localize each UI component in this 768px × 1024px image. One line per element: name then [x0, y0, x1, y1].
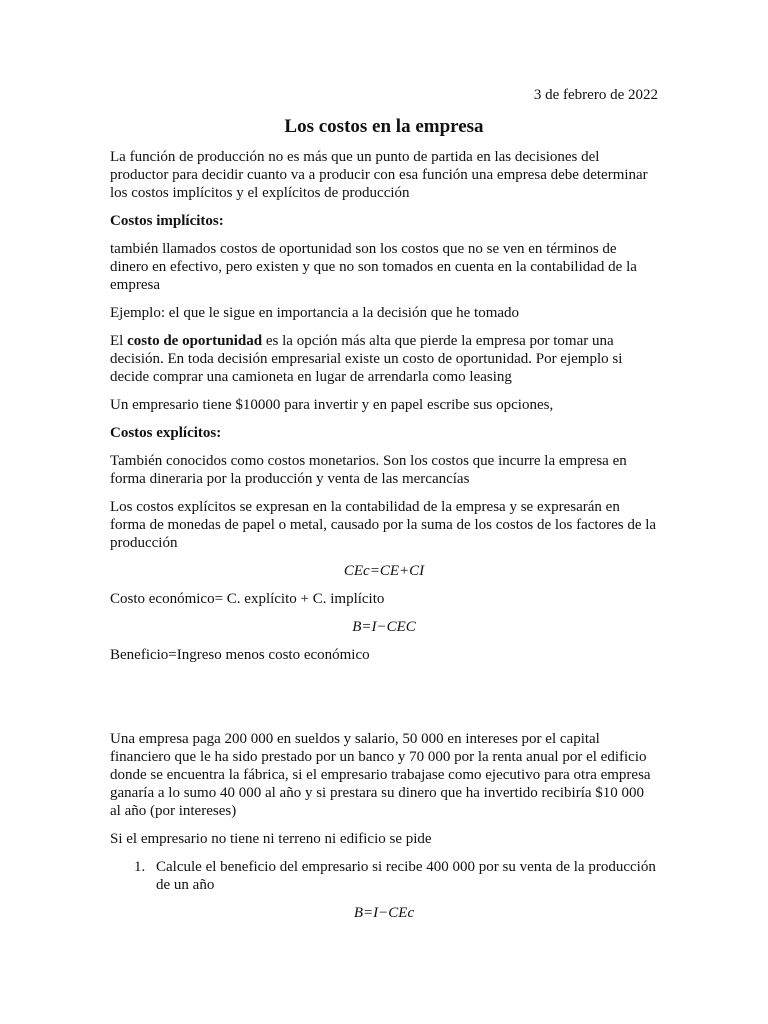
intro-paragraph: La función de producción no es más que un punto de partida en las decisiones del productor para decidir cuanto va a producir con esa función una empresa debe determinar los costos implícitos y el explícitos de producción: [110, 149, 648, 201]
opportunity-cost-paragraph: [110, 332, 658, 386]
opportunity-term: costo de oportunidad: [127, 333, 263, 349]
task-list: [110, 858, 658, 894]
explicit-costs-definition: También conocidos como costos monetarios. Son los costos que incurre la empresa en forma dineraria por la producción y venta de las mercancías: [110, 453, 627, 487]
entrepreneur-paragraph: Un empresario tiene $10000 para invertir y en papel escribe sus opciones,: [110, 397, 554, 413]
implicit-costs-heading: Costos implícitos:: [110, 213, 224, 229]
explicit-costs-heading: Costos explícitos:: [110, 425, 222, 441]
opportunity-rest: es la opción más alta que pierde la empresa por tomar una decisión. En toda decisión empresarial existe un costo de oportunidad. Por ejemplo si decide comprar una camioneta en lugar de arrendarla como leasing: [110, 333, 623, 385]
problem-paragraph: Una empresa paga 200 000 en sueldos y salario, 50 000 en intereses por el capital financiero que le ha sido prestado por un banco y 70 000 por la renta anual por el edificio donde se encuentra la fábrica, si el empresario trabajase como ejecutivo para otra empresa ganaría a lo sumo 40 000 al año y si prestara su dinero que ha invertido recibiría $10 000 al año (por intereses): [110, 731, 651, 819]
implicit-costs-definition: también llamados costos de oportunidad son los costos que no se ven en términos de dinero en efectivo, pero existen y que no son tomados en cuenta en la contabilidad de la empresa: [110, 241, 637, 293]
document-body: [110, 148, 658, 932]
formula-economic-cost-text: Costo económico= C. explícito + C. implícito: [110, 591, 385, 607]
example-paragraph: Ejemplo: el que le sigue en importancia a la decisión que he tomado: [110, 305, 520, 321]
explicit-costs-expression: Los costos explícitos se expresan en la contabilidad de la empresa y se expresarán en forma de monedas de papel o metal, causado por la suma de los costos de los factores de la producción: [110, 499, 657, 551]
document-page: [110, 0, 658, 1024]
task-number: 1.: [134, 859, 146, 875]
condition-paragraph: Si el empresario no tiene ni terreno ni edificio se pide: [110, 831, 432, 847]
document-date: 3 de febrero de 2022: [533, 87, 658, 103]
task-text: Calcule el beneficio del empresario si recibe 400 000 por su venta de la producción de un año: [156, 859, 656, 893]
document-title: Los costos en la empresa: [284, 116, 484, 137]
list-item: [110, 858, 658, 894]
formula-economic-cost: CEc=CE+CI: [343, 563, 425, 579]
formula-benefit-calc: B=I−CEc: [353, 905, 415, 921]
formula-benefit-text: Beneficio=Ingreso menos costo económico: [110, 647, 370, 663]
blank-space: [110, 674, 658, 730]
opportunity-prefix: El: [110, 333, 128, 349]
formula-benefit: B=I−CEC: [352, 619, 416, 635]
